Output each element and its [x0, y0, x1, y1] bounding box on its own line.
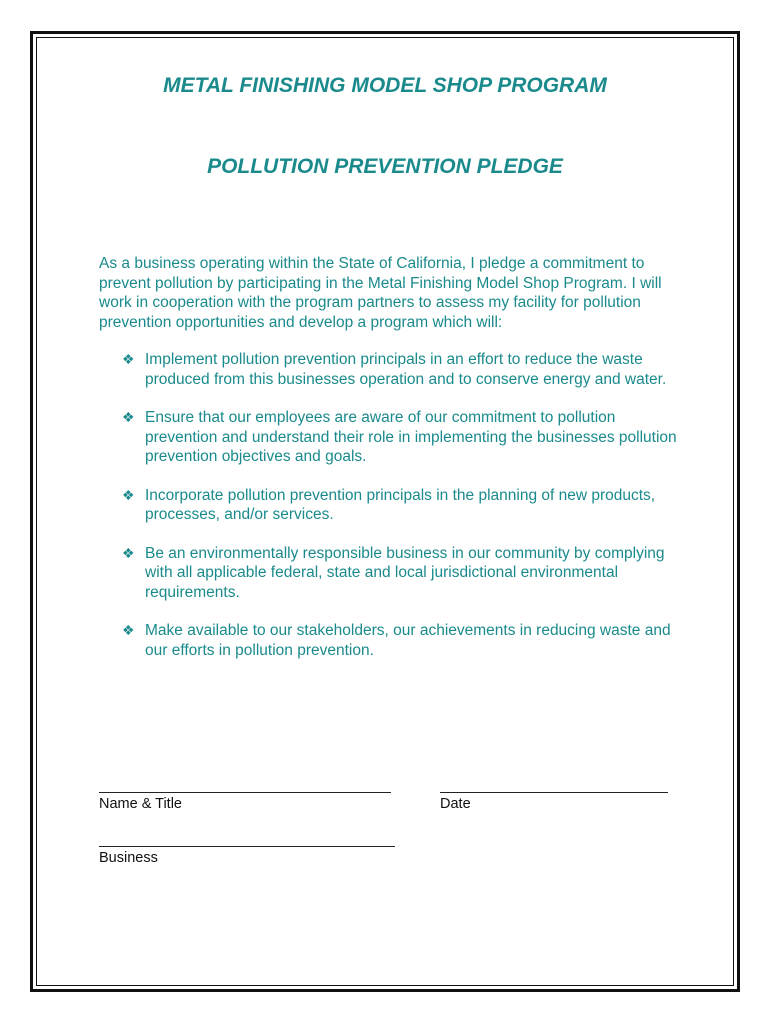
business-label: Business [99, 850, 158, 866]
name-title-label: Name & Title [99, 796, 182, 812]
pledge-item-text: Incorporate pollution prevention principals in the planning of new products, processes, and/or services. [145, 486, 656, 523]
intro-paragraph: As a business operating within the State of California, I pledge a commitment to prevent pollution by participating in the Metal Finishing Model Shop Program. I will work in cooperation with the program partners to assess my facility for pollution prevention opportunities and develop a program which will: [99, 255, 662, 331]
diamond-dots-icon: ❖ [122, 409, 135, 425]
diamond-dots-icon: ❖ [122, 544, 135, 561]
pledge-item [122, 544, 682, 603]
pledge-item [122, 486, 682, 525]
document-subtitle: POLLUTION PREVENTION PLEDGE [207, 155, 563, 178]
name-title-signature-line[interactable] [99, 792, 391, 793]
pledge-item-text: Be an environmentally responsible business in our community by complying with all applicable federal, state and local jurisdictional environmental requirements. [145, 544, 665, 601]
pledge-item-text: Implement pollution prevention principals in an effort to reduce the waste produced from this businesses operation and to conserve energy and water. [145, 351, 667, 388]
pledge-item-text: Make available to our stakeholders, our achievements in reducing waste and our efforts in pollution prevention. [145, 622, 671, 659]
business-signature-line[interactable] [99, 846, 395, 847]
diamond-dots-icon: ❖ [122, 622, 135, 638]
pledge-item-text: Ensure that our employees are aware of our commitment to pollution prevention and understand their role in implementing the businesses pollution prevention objectives and goals. [145, 409, 677, 465]
diamond-dots-icon: ❖ [122, 351, 135, 367]
pledge-item [122, 408, 682, 467]
pledge-list [122, 350, 682, 679]
date-label: Date [440, 796, 471, 812]
pledge-item [122, 350, 682, 389]
date-signature-line[interactable] [440, 792, 668, 793]
document-title: METAL FINISHING MODEL SHOP PROGRAM [163, 74, 607, 97]
pledge-item [122, 621, 682, 660]
diamond-dots-icon: ❖ [122, 486, 135, 503]
